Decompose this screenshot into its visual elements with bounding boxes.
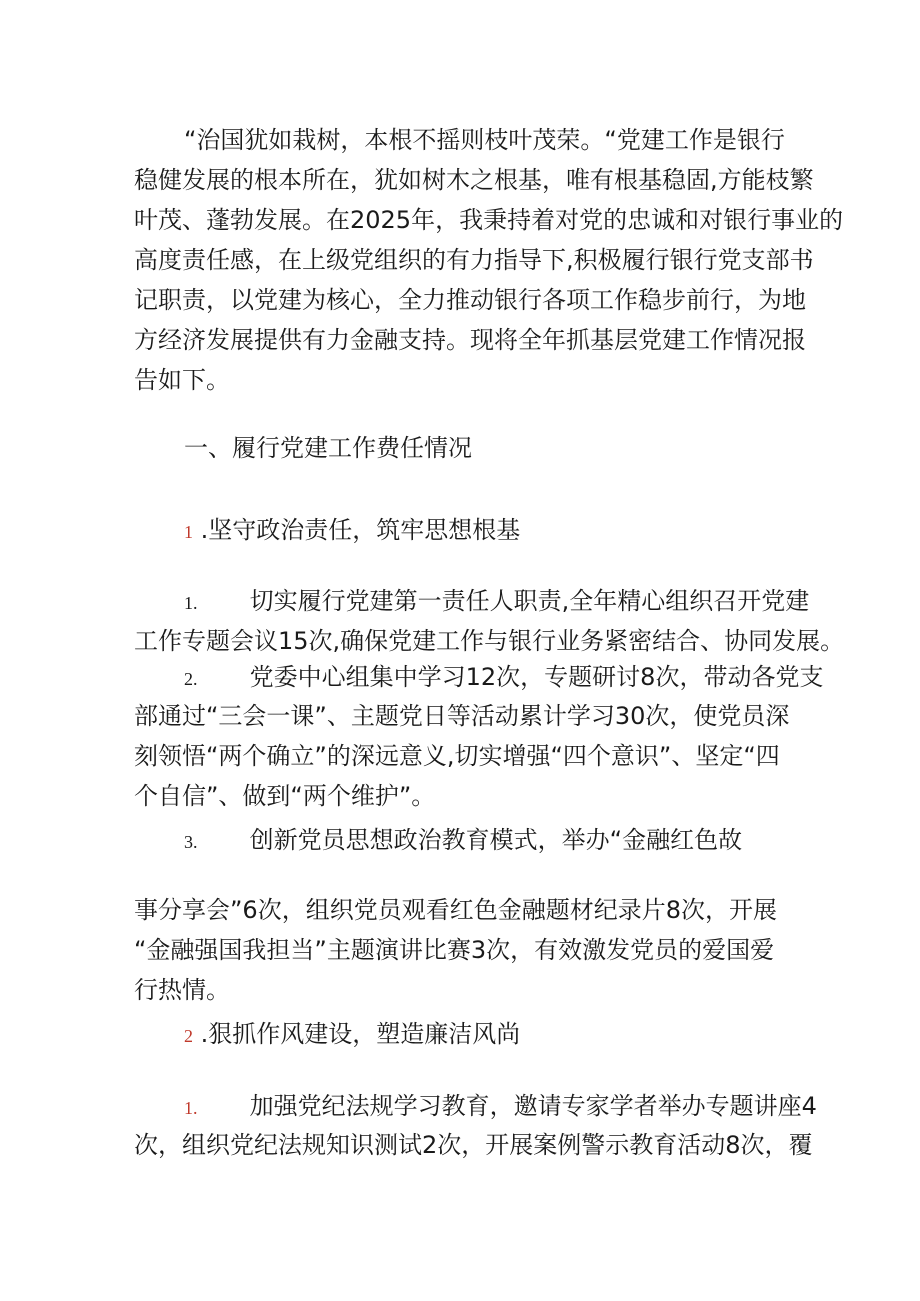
- item-2-1: [184, 1094, 817, 1118]
- item-number: 1.: [184, 1098, 198, 1118]
- intro-line-7: 告如下。: [134, 366, 230, 394]
- item-1-2-cont-3: 个自信”、做到“两个维护”。: [134, 782, 436, 810]
- item-1-1-cont-1: 工作专题会议15次,确保党建工作与银行业务紧密结合、协同发展。: [134, 627, 845, 655]
- item-number: 3.: [184, 832, 198, 852]
- subsection-1-title: .坚守政治责任，筑牢思想根基: [200, 516, 521, 544]
- item-1-3-cont-3: 行热情。: [134, 976, 230, 1004]
- subsection-2-title: .狠抓作风建设，塑造廉洁风尚: [200, 1020, 521, 1048]
- item-1-3-cont-1: 事分享会”6次，组织党员观看红色金融题材纪录片8次，开展: [134, 896, 777, 924]
- subsection-1-heading: [184, 518, 520, 542]
- item-number: 1.: [184, 593, 198, 613]
- section-heading: 一、履行党建工作费任情况: [184, 434, 472, 462]
- intro-line-3: 叶茂、蓬勃发展。在2025年，我秉持着对党的忠诚和对银行事业的: [134, 206, 844, 234]
- item-text: 党委中心组集中学习12次，专题研讨8次，带动各党支: [249, 663, 824, 691]
- subsection-2-heading: [184, 1022, 520, 1046]
- item-text: 加强党纪法规学习教育，邀请专家学者举办专题讲座4: [249, 1092, 817, 1120]
- item-1-3-cont-2: “金融强国我担当”主题演讲比赛3次，有效激发党员的爱国爱: [134, 936, 775, 964]
- item-text: 创新党员思想政治教育模式，举办“金融红色故: [249, 826, 743, 854]
- item-1-2-cont-1: 部通过“三会一课”、主题党日等活动累计学习30次，使党员深: [134, 702, 790, 730]
- item-1-3: [184, 828, 742, 852]
- item-1-2: [184, 665, 823, 689]
- intro-line-6: 方经济发展提供有力金融支持。现将全年抓基层党建工作情况报: [134, 326, 806, 354]
- subsection-2-number: 2: [184, 1026, 193, 1046]
- intro-line-5: 记职责，以党建为核心，全力推动银行各项工作稳步前行，为地: [134, 286, 806, 314]
- intro-line-1: “治国犹如栽树，本根不摇则枝叶茂荣。“党建工作是银行: [184, 126, 785, 154]
- item-text: 切实履行党建第一责任人职责,全年精心组织召开党建: [249, 587, 810, 615]
- intro-line-4: 高度责任感，在上级党组织的有力指导下,积极履行银行党支部书: [134, 246, 814, 274]
- item-number: 2.: [184, 669, 198, 689]
- item-1-1: [184, 589, 809, 613]
- intro-line-2: 稳健发展的根本所在，犹如树木之根基，唯有根基稳固,方能枝繁: [134, 166, 814, 194]
- subsection-1-number: 1: [184, 522, 193, 542]
- item-1-2-cont-2: 刻领悟“两个确立”的深远意义,切实增强“四个意识”、坚定“四: [134, 742, 780, 770]
- item-2-1-cont-1: 次，组织党纪法规知识测试2次，开展案例警示教育活动8次，覆: [134, 1131, 813, 1159]
